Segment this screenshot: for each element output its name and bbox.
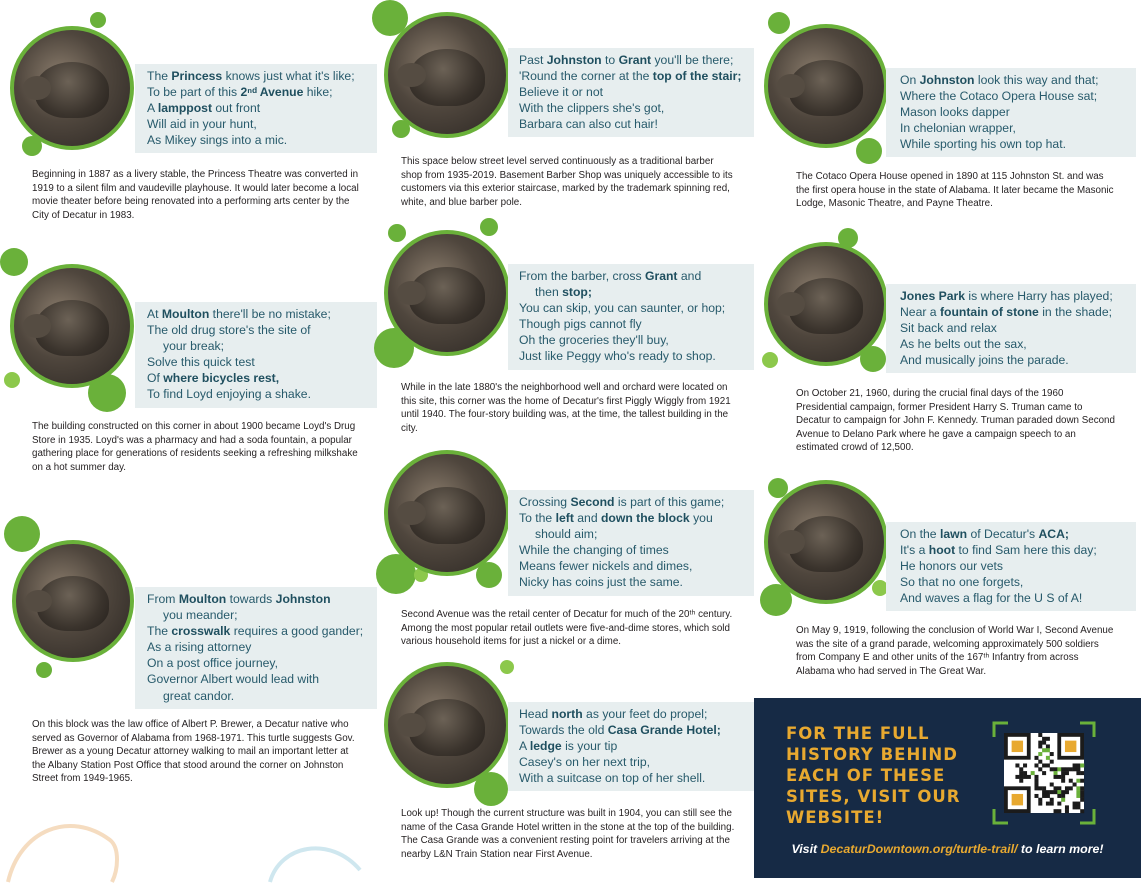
verse-line (519, 68, 746, 84)
verse-text: He honors our vets (900, 559, 1003, 574)
verse-keyword: Moulton (161, 307, 210, 321)
green-dot-decoration (90, 12, 106, 28)
verse-keyword: Moulton (178, 592, 227, 606)
turtle-photo (384, 662, 510, 788)
verse-line (900, 120, 1128, 136)
verse-text: With a suitcase on top of her shell. (519, 771, 706, 786)
verse-keyword: Princess (171, 69, 223, 83)
verse-line (147, 655, 369, 671)
verse-keyword: ACA; (1038, 527, 1069, 541)
verse-text: With the clippers she's got, (519, 101, 665, 116)
stop-description: Look up! Though the current structure was built in 1904, you can still see the name of the Casa Grande Hotel written in the stone at the top of the building. The Casa Grande was a convenient resting point for travelers arriving at the nearby L&N Train Station near First Avenue. (401, 808, 735, 860)
turtle-photo (764, 24, 888, 148)
verse-text: knows just what it's like; (222, 69, 355, 83)
website-visit-line (754, 842, 1141, 856)
verse-text: From (147, 592, 179, 606)
green-dot-decoration (36, 662, 52, 678)
verse-line (900, 590, 1128, 606)
verse-keyword: left (555, 511, 574, 526)
verse-line (147, 100, 369, 116)
verse-text: your break; (163, 339, 224, 354)
verse-text: The old drug store's the site of (147, 323, 311, 338)
verse-keyword: Grant (644, 269, 678, 283)
verse-line (519, 526, 746, 542)
verse-line (900, 352, 1128, 368)
verse-keyword: 2ⁿᵈ Avenue (240, 85, 304, 100)
verse-keyword: Second (570, 495, 615, 509)
verse-line (147, 306, 369, 322)
verse-line (519, 316, 746, 332)
verse-line (519, 348, 746, 364)
verse-line (147, 623, 369, 639)
verse-line (147, 688, 369, 704)
turtle-photo (384, 12, 510, 138)
verse-text: To be part of this (147, 85, 241, 100)
verse-text: is where Harry has played; (965, 289, 1113, 303)
verse-text: Solve this quick test (147, 355, 255, 370)
verse-line (519, 574, 746, 590)
turtle-photo (12, 540, 134, 662)
verse-line (519, 754, 746, 770)
verse-text: you'll be there; (651, 53, 734, 67)
verse-keyword: Casa Grande Hotel; (607, 723, 721, 738)
stop-verse (508, 702, 754, 791)
verse-text: Sit back and relax (900, 321, 997, 336)
verse-keyword: where bicycles rest, (163, 371, 280, 386)
green-dot-decoration (388, 224, 406, 242)
verse-text: Will aid in your hunt, (147, 117, 257, 132)
verse-line (147, 116, 369, 132)
verse-text: is your tip (561, 739, 618, 754)
verse-line (900, 526, 1128, 542)
verse-text: A (519, 739, 530, 754)
verse-text: Though pigs cannot fly (519, 317, 642, 332)
verse-keyword: crosswalk (171, 624, 231, 639)
verse-line (519, 558, 746, 574)
verse-line (900, 72, 1128, 88)
verse-text: The (147, 69, 172, 83)
verse-text: On a post office journey, (147, 656, 278, 671)
verse-line (147, 338, 369, 354)
turtle-photo (764, 242, 888, 366)
verse-line (519, 738, 746, 754)
green-dot-decoration (480, 218, 498, 236)
qr-code-icon[interactable] (992, 721, 1096, 825)
verse-text: And waves a flag for the U S of A! (900, 591, 1083, 606)
verse-keyword: lawn (939, 527, 968, 541)
verse-line (519, 284, 746, 300)
stop-description: The Cotaco Opera House opened in 1890 at 115 Johnston St. and was the first opera house in the state of Alabama. It later became the Masonic Lodge, Masonic Theatre, and Payne Theatre. (796, 171, 1114, 210)
verse-text: there'll be no mistake; (209, 307, 331, 321)
verse-text: You can skip, you can saunter, or hop; (519, 301, 726, 316)
verse-text: While the changing of times (519, 543, 669, 558)
verse-text: to find Sam here this day; (955, 543, 1097, 558)
verse-line (519, 52, 746, 68)
verse-line (147, 591, 369, 607)
verse-text: hike; (303, 85, 333, 100)
verse-text: Of (147, 371, 164, 386)
verse-text: and (677, 269, 702, 283)
verse-text: to (601, 53, 619, 67)
verse-text: To the (519, 511, 556, 526)
green-dot-decoration (0, 248, 28, 276)
verse-text: On the (900, 527, 940, 541)
stop-verse (508, 264, 754, 370)
verse-text: To find Loyd enjoying a shake. (147, 387, 311, 402)
verse-line (147, 354, 369, 370)
verse-text: At (147, 307, 162, 321)
verse-line (147, 132, 369, 148)
verse-line (900, 542, 1128, 558)
verse-keyword: ledge (529, 739, 562, 754)
verse-line (147, 68, 369, 84)
verse-line (519, 542, 746, 558)
verse-line (519, 300, 746, 316)
verse-text: As Mikey sings into a mic. (147, 133, 288, 148)
verse-line (900, 558, 1128, 574)
turtle-photo (384, 230, 510, 356)
verse-text: As he belts out the sax, (900, 337, 1027, 352)
verse-keyword: Grant (618, 53, 652, 67)
verse-line (147, 607, 369, 623)
verse-text: you meander; (163, 608, 238, 623)
verse-keyword: Johnston (546, 53, 602, 67)
verse-text: As a rising attorney (147, 640, 252, 655)
verse-text: Where the Cotaco Opera House sat; (900, 89, 1098, 104)
verse-line (519, 268, 746, 284)
turtle-photo (384, 450, 510, 576)
verse-line (519, 332, 746, 348)
verse-line (519, 84, 746, 100)
verse-keyword: Jones Park (900, 289, 966, 303)
stop-verse (886, 284, 1136, 373)
verse-text: Just like Peggy who's ready to shop. (519, 349, 716, 364)
verse-keyword: Johnston (275, 592, 331, 606)
visit-suffix: to learn more! (1017, 842, 1104, 856)
verse-keyword: north (551, 707, 583, 721)
turtle-photo (10, 264, 134, 388)
verse-text: and (573, 511, 601, 526)
verse-text: Nicky has coins just the same. (519, 575, 683, 590)
verse-text: 'Round the corner at the (519, 69, 653, 84)
stop-description: This space below street level served continuously as a traditional barber shop from 1935-2019. Basement Barber Shop was uniquely accessible to its customers via this exterior staircase, marked by the trademark spinning red, white, and blue barber pole. (401, 156, 733, 208)
green-dot-decoration (500, 660, 514, 674)
verse-text: Barbara can also cut hair! (519, 117, 658, 132)
verse-text: of Decatur's (967, 527, 1039, 541)
stop-description: On this block was the law office of Albert P. Brewer, a Decatur native who served as Governor of Alabama from 1968-1971. This turtle suggests Gov. Brewer as a young Decatur attorney walking to mail an important letter at the Albany Station Post Office that stood around the corner on Johnston Street from 1949-1965. (32, 719, 355, 785)
verse-text: then (535, 285, 563, 300)
verse-text: Head (519, 707, 552, 721)
verse-line (147, 639, 369, 655)
verse-line (519, 100, 746, 116)
verse-text: as your feet do propel; (582, 707, 708, 721)
verse-keyword: Johnston (919, 73, 975, 87)
verse-text: towards (226, 592, 276, 606)
verse-text: Governor Albert would lead with (147, 672, 320, 687)
verse-line (900, 336, 1128, 352)
verse-text: Casey's on her next trip, (519, 755, 651, 770)
verse-text: Crossing (519, 495, 571, 509)
stop-verse (886, 522, 1136, 611)
stop-verse (135, 302, 377, 408)
stop-verse (508, 490, 754, 596)
turtle-photo (10, 26, 134, 150)
green-dot-decoration (856, 138, 882, 164)
green-dot-decoration (4, 516, 40, 552)
verse-text: Mason looks dapper (900, 105, 1010, 120)
verse-line (900, 88, 1128, 104)
green-dot-decoration (4, 372, 20, 388)
verse-text: requires a good gander; (230, 624, 364, 639)
stop-description: On October 21, 1960, during the crucial final days of the 1960 Presidential campaign, former President Harry S. Truman came to Decatur to campaign for John F. Kennedy. Truman paraded down Second Avenue to Delano Park where he gave a campaign speech to an estimated crowd of 12,500. (796, 388, 1115, 454)
green-dot-decoration (768, 12, 790, 34)
green-dot-decoration (762, 352, 778, 368)
verse-keyword: top of the stair; (652, 69, 742, 84)
website-callout-heading: FOR THE FULL HISTORY BEHIND EACH OF THESE SITES, VISIT OUR WEBSITE! (786, 724, 961, 827)
verse-line (519, 722, 746, 738)
verse-text: is part of this game; (614, 495, 725, 509)
verse-text: Oh the groceries they'll buy, (519, 333, 669, 348)
stop-description: The building constructed on this corner in about 1900 became Loyd's Drug Store in 1935. Loyd's was a pharmacy and had a soda fountain, a popular gathering place for generations of residents seeking a refreshing milkshake on a hot summer day. (32, 421, 358, 473)
verse-line (900, 304, 1128, 320)
verse-text: And musically joins the parade. (900, 353, 1069, 368)
verse-text: Near a (900, 305, 940, 320)
verse-line (147, 386, 369, 402)
stop-verse (135, 587, 377, 709)
verse-line (900, 320, 1128, 336)
stop-description: Beginning in 1887 as a livery stable, the Princess Theatre was converted in 1919 to a silent film and vaudeville playhouse. It would later become a local movie theater before being renovated into a performing arts center by the City of Decatur in 1983. (32, 169, 359, 221)
verse-keyword: lamppost (157, 101, 213, 116)
verse-line (900, 574, 1128, 590)
verse-text: out front (212, 101, 261, 116)
verse-line (900, 288, 1128, 304)
verse-text: in the shade; (1038, 305, 1112, 320)
verse-text: Believe it or not (519, 85, 604, 100)
verse-keyword: hoot (928, 543, 956, 558)
verse-text: Means fewer nickels and dimes, (519, 559, 693, 574)
verse-line (519, 116, 746, 132)
verse-line (147, 671, 369, 687)
verse-line (519, 770, 746, 786)
verse-text: you (689, 511, 713, 526)
stop-verse (135, 64, 377, 153)
stop-description: While in the late 1880's the neighborhood well and orchard were located on this site, this corner was the home of Decatur's first Piggly Wiggly from 1921 until 1940. The four-story building was, at the time, the tallest building in the city. (401, 382, 731, 434)
verse-text: should aim; (535, 527, 598, 542)
verse-line (147, 370, 369, 386)
verse-text: It's a (900, 543, 929, 558)
verse-text: look this way and that; (974, 73, 1099, 87)
verse-keyword: fountain of stone (939, 305, 1039, 320)
verse-text: The (147, 624, 172, 639)
stop-verse (886, 68, 1136, 157)
verse-line (900, 104, 1128, 120)
turtle-outline-decoration (0, 790, 380, 884)
verse-line (519, 510, 746, 526)
verse-text: Past (519, 53, 547, 67)
website-callout-panel (754, 698, 1141, 878)
verse-text: In chelonian wrapper, (900, 121, 1016, 136)
verse-keyword: down the block (600, 511, 690, 526)
verse-keyword: stop; (562, 285, 592, 300)
verse-line (147, 84, 369, 100)
turtle-photo (764, 480, 888, 604)
verse-text: On (900, 73, 920, 87)
stop-description: On May 9, 1919, following the conclusion of World War I, Second Avenue was the site of a grand parade, welcoming approximately 500 soldiers from Company E and other units of the 167ᵗʰ Infantry from across Alabama who had served in The Great War. (796, 625, 1114, 677)
stop-verse (508, 48, 754, 137)
visit-prefix: Visit (791, 842, 821, 856)
verse-text: While sporting his own top hat. (900, 137, 1066, 152)
website-link[interactable]: DecaturDowntown.org/turtle-trail/ (820, 842, 1018, 856)
verse-text: Towards the old (519, 723, 608, 738)
verse-line (519, 494, 746, 510)
verse-text: So that no one forgets, (900, 575, 1024, 590)
verse-line (519, 706, 746, 722)
verse-text: From the barber, cross (519, 269, 645, 283)
verse-text: A (147, 101, 158, 116)
verse-text: great candor. (163, 688, 235, 703)
verse-line (147, 322, 369, 338)
verse-line (900, 136, 1128, 152)
stop-description: Second Avenue was the retail center of Decatur for much of the 20ᵗʰ century. Among the most popular retail outlets were five-and-dime stores, which sold various household items for just a nickel or a dime. (401, 609, 733, 648)
